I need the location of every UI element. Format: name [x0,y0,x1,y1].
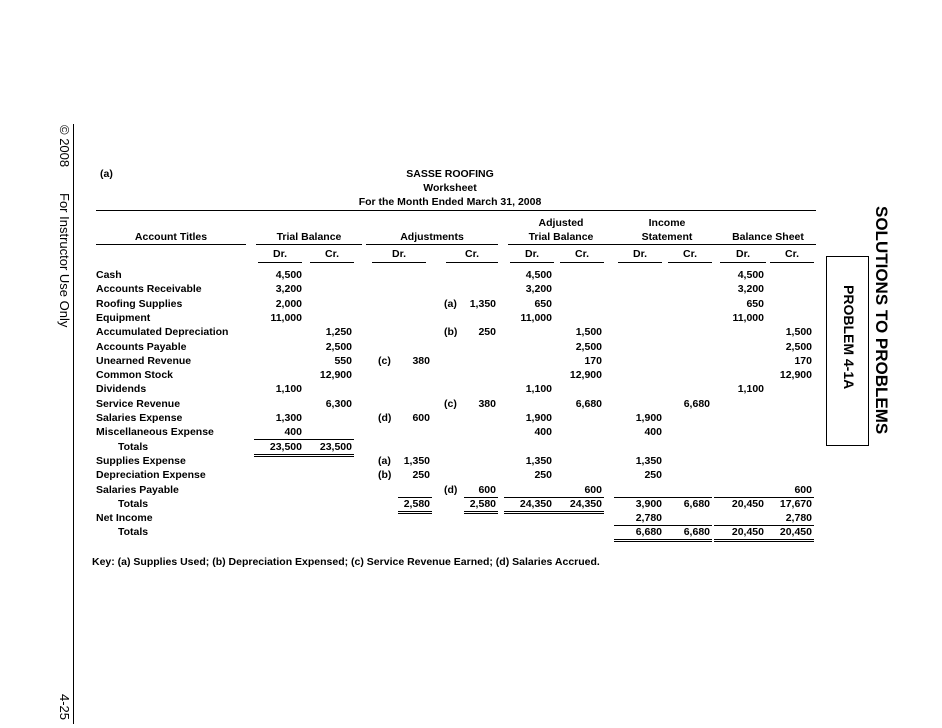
column-header-rule [614,244,720,245]
single-rule [614,525,664,526]
amount-cell: 11,000 [732,311,764,324]
amount-cell: 12,900 [779,369,812,382]
col-trial-balance: Trial Balance [276,231,342,243]
amount-cell: 6,680 [683,497,710,510]
amount-cell: 3,900 [635,497,662,510]
debit-header: Dr. [272,248,287,260]
amount-cell: 600 [412,412,430,424]
adjustment-key: (d) [444,483,458,496]
amount-cell: 6,680 [683,526,710,539]
amount-cell: 17,670 [779,497,812,510]
amount-cell: 2,500 [325,340,352,353]
amount-cell: 1,350 [403,454,430,467]
amount-cell: 2,500 [785,340,812,353]
problem-label: PROBLEM 4-1A [841,285,857,390]
amount-cell: 400 [284,426,302,439]
amount-cell: 1,500 [785,326,812,339]
account-title: Common Stock [96,369,174,382]
company-name: SASSE ROOFING [406,168,494,180]
subheader-rule [618,262,662,263]
amount-cell: 2,580 [469,497,496,510]
single-rule [664,525,712,526]
subheader-rule [770,262,814,263]
amount-cell: 650 [534,297,552,310]
col-balance-sheet: Balance Sheet [732,231,804,243]
subheader-rule [372,262,426,263]
amount-cell: 11,000 [520,311,552,324]
header-rule [96,210,816,211]
account-title: Supplies Expense [96,454,186,467]
amount-cell: 380 [412,354,430,367]
amount-cell: 4,500 [275,269,302,281]
amount-cell: 6,680 [635,526,662,539]
amount-cell: 380 [478,397,496,410]
single-rule [664,497,712,498]
part-label: (a) [100,168,113,180]
amount-cell: 6,300 [325,397,352,410]
amount-cell: 2,780 [785,512,812,525]
adjustment-key: (d) [378,412,392,424]
account-title: Accumulated Depreciation [96,326,229,339]
instructor-notice: For Instructor Use Only [57,193,72,328]
account-title: Totals [118,440,149,453]
col-adjusted-bottom: Trial Balance [528,231,594,243]
amount-cell: 1,350 [635,454,662,467]
amount-cell: 250 [478,326,496,339]
subheader-rule [720,262,766,263]
credit-header: Cr. [784,248,799,260]
adjustment-key: (a) [378,454,391,467]
account-title: Totals [118,526,149,539]
account-title: Roofing Supplies [96,297,183,310]
debit-header: Dr. [391,248,406,260]
account-title: Equipment [96,311,151,324]
amount-cell: 1,100 [275,383,302,396]
credit-header: Cr. [574,248,589,260]
subheader-rule [668,262,712,263]
adjustment-key: (a) [444,297,457,310]
copyright-notice: © 2008 [57,125,72,168]
page-number: 4-25 [57,694,72,721]
amount-cell: 600 [584,483,602,496]
account-title: Miscellaneous Expense [96,426,214,439]
amount-cell: 170 [584,354,602,367]
amount-cell: 2,000 [275,297,302,310]
amount-cell: 1,900 [635,412,662,424]
account-title: Cash [96,269,122,281]
subheader-rule [258,262,302,263]
double-rule [762,539,814,542]
account-title: Net Income [96,512,153,525]
margin-rule [73,124,74,724]
account-title: Accounts Payable [96,340,187,353]
amount-cell: 3,200 [275,283,302,296]
double-rule [464,511,498,514]
single-rule [554,497,604,498]
amount-cell: 250 [534,469,552,482]
subheader-rule [560,262,604,263]
amount-cell: 24,350 [569,497,602,510]
key-note: Key: (a) Supplies Used; (b) Depreciation Expensed; (c) Service Revenue Earned; (d) Salaries Accrued. [92,556,600,568]
account-title: Unearned Revenue [96,354,192,367]
subheader-rule [446,262,498,263]
single-rule [304,439,354,440]
column-header-rule [96,244,246,245]
amount-cell: 1,300 [275,412,302,424]
double-rule [554,511,604,514]
debit-header: Dr. [632,248,647,260]
account-title: Dividends [96,383,147,396]
adjustment-key: (b) [444,326,458,339]
credit-header: Cr. [464,248,479,260]
single-rule [714,525,766,526]
account-title: Accounts Receivable [96,283,202,296]
single-rule [464,497,498,498]
debit-header: Dr. [524,248,539,260]
amount-cell: 600 [478,483,496,496]
account-title: Salaries Expense [96,412,183,424]
account-title: Totals [118,497,149,510]
amount-cell: 24,350 [519,497,552,510]
amount-cell: 250 [412,469,430,482]
single-rule [714,497,766,498]
amount-cell: 20,450 [731,526,764,539]
col-income-top: Income [648,217,686,229]
col-adjustments: Adjustments [400,231,464,243]
double-rule [614,539,664,542]
amount-cell: 1,100 [525,383,552,396]
double-rule [304,454,354,457]
account-title: Depreciation Expense [96,469,206,482]
column-header-rule [508,244,614,245]
amount-cell: 12,900 [319,369,352,382]
credit-header: Cr. [324,248,339,260]
amount-cell: 2,500 [575,340,602,353]
col-income-bottom: Statement [641,231,693,243]
col-account-titles: Account Titles [134,231,208,243]
amount-cell: 1,900 [525,412,552,424]
amount-cell: 550 [334,354,352,367]
debit-header: Dr. [735,248,750,260]
single-rule [254,439,304,440]
subheader-rule [310,262,354,263]
amount-cell: 4,500 [737,269,764,281]
single-rule [504,497,554,498]
amount-cell: 400 [644,426,662,439]
amount-cell: 20,450 [731,497,764,510]
amount-cell: 2,780 [635,512,662,525]
amount-cell: 2,580 [403,497,430,510]
credit-header: Cr. [682,248,697,260]
period-title: For the Month Ended March 31, 2008 [358,196,542,208]
document-title: Worksheet [423,182,477,194]
single-rule [762,497,814,498]
single-rule [762,525,814,526]
subheader-rule [510,262,554,263]
adjustment-key: (c) [444,397,457,410]
amount-cell: 1,350 [469,297,496,310]
column-header-rule [366,244,498,245]
amount-cell: 650 [746,297,764,310]
amount-cell: 1,100 [737,383,764,396]
amount-cell: 250 [644,469,662,482]
double-rule [714,539,766,542]
amount-cell: 3,200 [525,283,552,296]
amount-cell: 600 [794,483,812,496]
amount-cell: 11,000 [270,311,302,324]
amount-cell: 23,500 [269,440,302,453]
col-adjusted-top: Adjusted [538,217,584,229]
amount-cell: 170 [794,354,812,367]
double-rule [254,454,304,457]
amount-cell: 6,680 [683,397,710,410]
double-rule [664,539,712,542]
amount-cell: 23,500 [319,440,352,453]
adjustment-key: (c) [378,354,391,367]
amount-cell: 1,350 [525,454,552,467]
amount-cell: 20,450 [779,526,812,539]
single-rule [398,497,432,498]
single-rule [614,497,664,498]
column-header-rule [720,244,816,245]
amount-cell: 1,500 [575,326,602,339]
amount-cell: 1,250 [325,326,352,339]
adjustment-key: (b) [378,469,392,482]
amount-cell: 12,900 [569,369,602,382]
solutions-heading: SOLUTIONS TO PROBLEMS [872,206,891,435]
amount-cell: 3,200 [737,283,764,296]
amount-cell: 400 [534,426,552,439]
double-rule [398,511,432,514]
account-title: Service Revenue [96,397,181,410]
account-title: Salaries Payable [96,483,179,496]
amount-cell: 6,680 [575,397,602,410]
amount-cell: 4,500 [525,269,552,281]
column-header-rule [256,244,362,245]
double-rule [504,511,554,514]
